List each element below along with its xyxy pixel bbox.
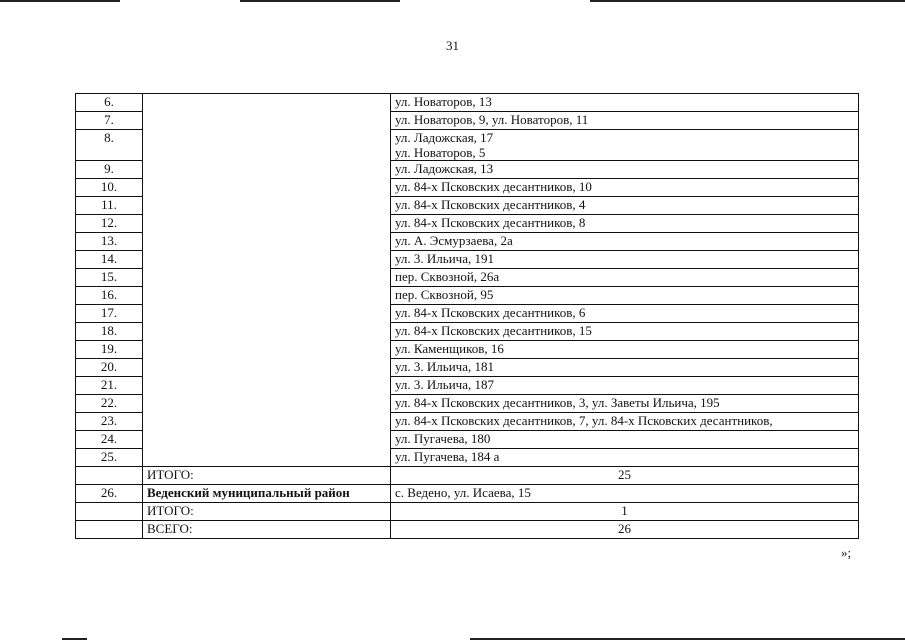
- grand-total-row: [76, 521, 859, 539]
- address-line: ул. 3. Ильича, 191: [395, 251, 494, 266]
- empty-cell: [76, 467, 143, 485]
- address-cell: [391, 94, 859, 112]
- grand-total-label: ВСЕГО:: [143, 521, 391, 539]
- subtotal-row-2: [76, 503, 859, 521]
- row-number: 14.: [76, 251, 143, 269]
- address-cell: [391, 269, 859, 287]
- row-number: 10.: [76, 179, 143, 197]
- row-number: 17.: [76, 305, 143, 323]
- row-number: 18.: [76, 323, 143, 341]
- district-cell: [143, 395, 391, 413]
- address-line: ул. 84-х Псковских десантников, 3, ул. Заветы Ильича, 195: [395, 395, 720, 410]
- table-row: [76, 377, 859, 395]
- address-line: ул. 3. Ильича, 181: [395, 359, 494, 374]
- address-line: ул. Новаторов, 9, ул. Новаторов, 11: [395, 112, 589, 127]
- address-cell: [391, 395, 859, 413]
- subtotal-value: 25: [391, 467, 859, 485]
- district-cell: [143, 130, 391, 161]
- table-row: [76, 341, 859, 359]
- address-cell: [391, 341, 859, 359]
- table-row: [76, 413, 859, 431]
- table-row: [76, 323, 859, 341]
- grand-total-value: 26: [391, 521, 859, 539]
- row-number: 15.: [76, 269, 143, 287]
- address-cell: [391, 305, 859, 323]
- row-number: 22.: [76, 395, 143, 413]
- address-line: ул. Ладожская, 17: [395, 130, 494, 145]
- row-number: 26.: [76, 485, 143, 503]
- address-cell: [391, 287, 859, 305]
- address-line: ул. Пугачева, 184 а: [395, 449, 500, 464]
- district-cell: [143, 359, 391, 377]
- table-row: [76, 161, 859, 179]
- district-cell: [143, 94, 391, 112]
- row-number: 24.: [76, 431, 143, 449]
- table-row: [76, 112, 859, 130]
- row-number: 21.: [76, 377, 143, 395]
- address-cell: [391, 251, 859, 269]
- scan-edge-top-right: [590, 0, 905, 2]
- address-cell: [391, 215, 859, 233]
- table-row: [76, 359, 859, 377]
- address-cell: [391, 112, 859, 130]
- address-line: ул. 84-х Псковских десантников, 10: [395, 179, 592, 194]
- table-row: [76, 251, 859, 269]
- district-cell: [143, 233, 391, 251]
- row-number: 16.: [76, 287, 143, 305]
- address-line: ул. 84-х Псковских десантников, 15: [395, 323, 592, 338]
- district-cell: [143, 323, 391, 341]
- scan-edge-top-left: [0, 0, 120, 2]
- address-cell: [391, 359, 859, 377]
- table-row: [76, 269, 859, 287]
- address-cell: с. Ведено, ул. Исаева, 15: [391, 485, 859, 503]
- table-row: [76, 94, 859, 112]
- empty-cell: [76, 503, 143, 521]
- address-cell: [391, 161, 859, 179]
- table-row: [76, 305, 859, 323]
- row-number: 6.: [76, 94, 143, 112]
- district-cell: [143, 215, 391, 233]
- address-line: ул. 84-х Псковских десантников, 6: [395, 305, 586, 320]
- district-name: Веденский муниципальный район: [143, 485, 391, 503]
- district-cell: [143, 179, 391, 197]
- table-row: [76, 197, 859, 215]
- table-row: [76, 395, 859, 413]
- address-line: ул. 84-х Псковских десантников, 4: [395, 197, 586, 212]
- district-cell: [143, 377, 391, 395]
- row-number: 8.: [76, 130, 143, 161]
- address-line: ул. Каменщиков, 16: [395, 341, 504, 356]
- empty-cell: [76, 521, 143, 539]
- address-table: [75, 93, 859, 539]
- page-number: 31: [446, 38, 459, 53]
- table-row: [76, 215, 859, 233]
- subtotal-label: ИТОГО:: [143, 503, 391, 521]
- closing-quote-mark: »;: [841, 545, 852, 560]
- totals-section: [76, 467, 859, 539]
- address-line: ул. А. Эсмурзаева, 2а: [395, 233, 513, 248]
- district-cell: [143, 449, 391, 467]
- address-cell: [391, 323, 859, 341]
- table-row: [76, 449, 859, 467]
- address-line: ул. Новаторов, 5: [395, 145, 486, 160]
- address-rows: [76, 94, 859, 467]
- vedeno-row: [76, 485, 859, 503]
- table-row: [76, 431, 859, 449]
- address-cell: [391, 130, 859, 161]
- address-cell: [391, 413, 859, 431]
- district-cell: [143, 413, 391, 431]
- row-number: 20.: [76, 359, 143, 377]
- row-number: 11.: [76, 197, 143, 215]
- address-line: пер. Сквозной, 95: [395, 287, 494, 302]
- address-line: ул. Пугачева, 180: [395, 431, 491, 446]
- table-row: [76, 179, 859, 197]
- district-cell: [143, 341, 391, 359]
- row-number: 13.: [76, 233, 143, 251]
- table-row: [76, 287, 859, 305]
- address-line: ул. Новаторов, 13: [395, 94, 492, 109]
- district-cell: [143, 161, 391, 179]
- address-cell: [391, 431, 859, 449]
- scan-edge-top-center: [240, 0, 400, 2]
- table-row: [76, 130, 859, 161]
- row-number: 23.: [76, 413, 143, 431]
- address-line: ул. 84-х Псковских десантников, 7, ул. 84-х Псковских десантников,: [395, 413, 773, 428]
- address-cell: [391, 197, 859, 215]
- address-cell: [391, 233, 859, 251]
- address-line: ул. Ладожская, 13: [395, 161, 494, 176]
- address-line: пер. Сквозной, 26а: [395, 269, 500, 284]
- district-cell: [143, 197, 391, 215]
- subtotal-value: 1: [391, 503, 859, 521]
- district-cell: [143, 305, 391, 323]
- district-cell: [143, 251, 391, 269]
- address-line: ул. 84-х Псковских десантников, 8: [395, 215, 586, 230]
- row-number: 25.: [76, 449, 143, 467]
- address-cell: [391, 179, 859, 197]
- address-cell: [391, 377, 859, 395]
- subtotal-row-1: [76, 467, 859, 485]
- row-number: 12.: [76, 215, 143, 233]
- row-number: 9.: [76, 161, 143, 179]
- table-row: [76, 233, 859, 251]
- address-line: ул. 3. Ильича, 187: [395, 377, 494, 392]
- subtotal-label: ИТОГО:: [143, 467, 391, 485]
- district-cell: [143, 112, 391, 130]
- row-number: 19.: [76, 341, 143, 359]
- row-number: 7.: [76, 112, 143, 130]
- district-cell: [143, 269, 391, 287]
- district-cell: [143, 287, 391, 305]
- district-cell: [143, 431, 391, 449]
- address-cell: [391, 449, 859, 467]
